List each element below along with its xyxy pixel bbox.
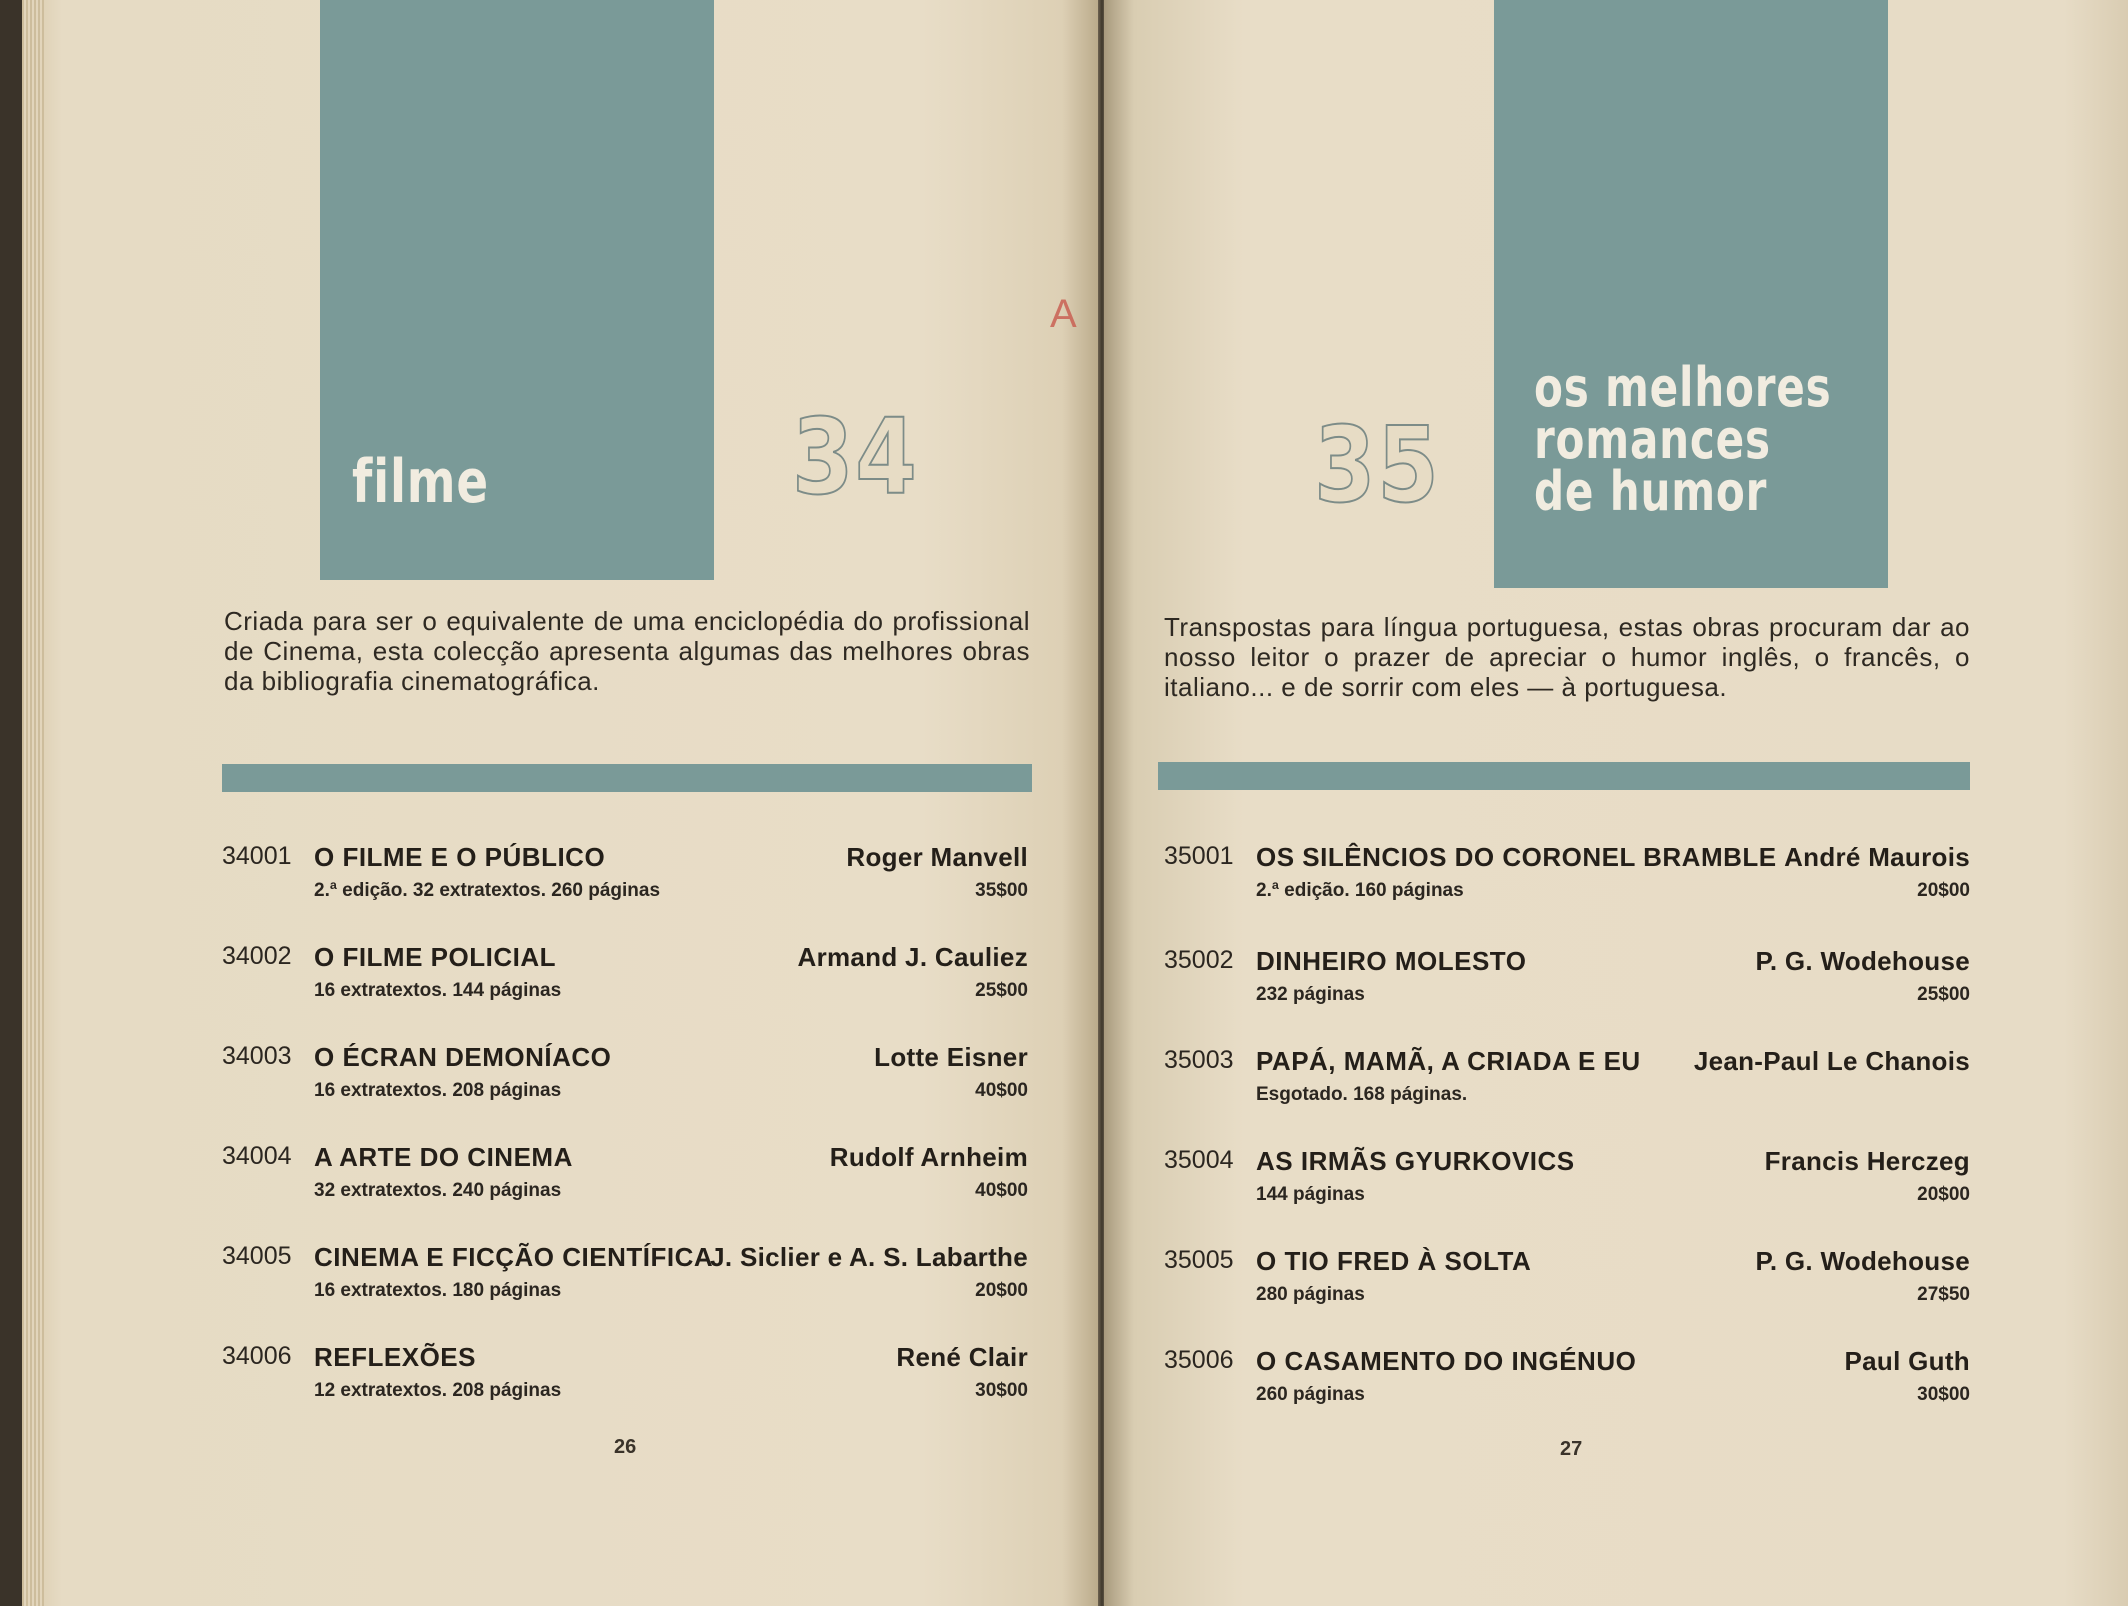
book-entry	[1164, 1046, 1970, 1106]
section-intro: Transpostas para língua portuguesa, estas obras procuram dar ao nosso leitor o prazer de apreciar o humor inglês, o francês, o italiano... e de sorrir com eles — à portuguesa.	[1164, 612, 1970, 702]
book-code: 35001	[1164, 842, 1234, 870]
book-author: P. G. Wodehouse	[1755, 1246, 1970, 1276]
book-entry	[222, 942, 1028, 1002]
book-price: 35$00	[975, 880, 1028, 901]
book-price: 30$00	[1917, 1384, 1970, 1405]
book-author: Rudolf Arnheim	[829, 1142, 1028, 1172]
book-price: 20$00	[1917, 880, 1970, 901]
book-price: 20$00	[975, 1280, 1028, 1301]
section-title-humor	[1534, 356, 1832, 523]
book-title: O ÉCRAN DEMONÍACO	[314, 1042, 612, 1072]
section-divider	[222, 764, 1032, 792]
book-price: 40$00	[975, 1180, 1028, 1201]
book-title: AS IRMÃS GYURKOVICS	[1256, 1146, 1575, 1176]
page-number: 27	[1560, 1438, 1583, 1460]
book-title: O FILME E O PÚBLICO	[314, 842, 606, 872]
book-code: 34003	[222, 1042, 292, 1070]
book-details: 32 extratextos. 240 páginas	[314, 1180, 562, 1201]
section-title-line: romances	[1534, 408, 1771, 471]
book-code: 34004	[222, 1142, 292, 1170]
book-code: 35006	[1164, 1346, 1234, 1374]
book-title: REFLEXÕES	[314, 1342, 476, 1372]
red-pencil-mark: A	[1050, 292, 1077, 336]
book-title: OS SILÊNCIOS DO CORONEL BRAMBLE	[1256, 842, 1777, 872]
page-number: 26	[614, 1436, 637, 1458]
book-entry	[222, 1142, 1028, 1202]
book-price: 20$00	[1917, 1184, 1970, 1205]
page-edge	[22, 0, 44, 1606]
section-intro: Criada para ser o equivalente de uma enciclopédia do profissional de Cinema, esta colecção apresenta algumas das melhores obras da bibliografia cinematográfica.	[224, 606, 1030, 696]
book-details: 16 extratextos. 180 páginas	[314, 1280, 562, 1301]
left-page	[22, 0, 1100, 1606]
book-code: 34005	[222, 1242, 292, 1270]
section-number-34: 34	[792, 396, 919, 518]
book-title: O CASAMENTO DO INGÉNUO	[1256, 1346, 1637, 1376]
book-entry	[1164, 1346, 1970, 1406]
book-code: 35002	[1164, 946, 1234, 974]
book-author: J. Siclier e A. S. Labarthe	[710, 1242, 1028, 1272]
book-entry	[1164, 1146, 1970, 1206]
book-entry	[1164, 842, 1970, 902]
book-entry	[1164, 1246, 1970, 1306]
book-author: Paul Guth	[1844, 1346, 1970, 1376]
book-code: 34006	[222, 1342, 292, 1370]
section-title-line: os melhores	[1534, 356, 1832, 419]
book-price: 25$00	[975, 980, 1028, 1001]
book-title: PAPÁ, MAMÃ, A CRIADA E EU	[1256, 1046, 1641, 1076]
book-details: 2.ª edição. 160 páginas	[1256, 880, 1464, 901]
book-entry	[222, 1342, 1028, 1402]
book-entry	[222, 1242, 1028, 1302]
book-title: A ARTE DO CINEMA	[314, 1142, 573, 1172]
book-title: O TIO FRED À SOLTA	[1256, 1246, 1532, 1276]
book-details: 12 extratextos. 208 páginas	[314, 1380, 562, 1401]
section-divider	[1158, 762, 1970, 790]
book-entry	[222, 1042, 1028, 1102]
book-code: 34001	[222, 842, 292, 870]
book-details: 16 extratextos. 144 páginas	[314, 980, 562, 1001]
book-title: DINHEIRO MOLESTO	[1256, 946, 1527, 976]
book-author: Francis Herczeg	[1764, 1146, 1970, 1176]
book-details: Esgotado. 168 páginas.	[1256, 1084, 1468, 1105]
book-author: Armand J. Cauliez	[797, 942, 1028, 972]
book-author: René Clair	[896, 1342, 1028, 1372]
book-details: 16 extratextos. 208 páginas	[314, 1080, 562, 1101]
section-title-line: de humor	[1534, 460, 1768, 523]
book-code: 35004	[1164, 1146, 1234, 1174]
book-price: 27$50	[1917, 1284, 1970, 1305]
book-title: O FILME POLICIAL	[314, 942, 556, 972]
book-code: 35005	[1164, 1246, 1234, 1274]
book-author: P. G. Wodehouse	[1755, 946, 1970, 976]
book-price: 30$00	[975, 1380, 1028, 1401]
book-code: 35003	[1164, 1046, 1234, 1074]
book-price: 25$00	[1917, 984, 1970, 1005]
right-page	[1104, 0, 2128, 1606]
book-details: 280 páginas	[1256, 1284, 1365, 1305]
book-entry	[1164, 946, 1970, 1006]
book-entry	[222, 842, 1028, 902]
section-number-35: 35	[1314, 404, 1441, 526]
book-details: 232 páginas	[1256, 984, 1365, 1005]
book-price: 40$00	[975, 1080, 1028, 1101]
book-author: Lotte Eisner	[874, 1042, 1028, 1072]
book-details: 2.ª edição. 32 extratextos. 260 páginas	[314, 880, 661, 901]
book-details: 144 páginas	[1256, 1184, 1365, 1205]
section-title-filme: filme	[352, 447, 489, 517]
book-details: 260 páginas	[1256, 1384, 1365, 1405]
book-author: Roger Manvell	[846, 842, 1028, 872]
book-title: CINEMA E FICÇÃO CIENTÍFICA	[314, 1242, 714, 1272]
book-author: Jean-Paul Le Chanois	[1693, 1046, 1970, 1076]
book-code: 34002	[222, 942, 292, 970]
book-author: André Maurois	[1784, 842, 1970, 872]
